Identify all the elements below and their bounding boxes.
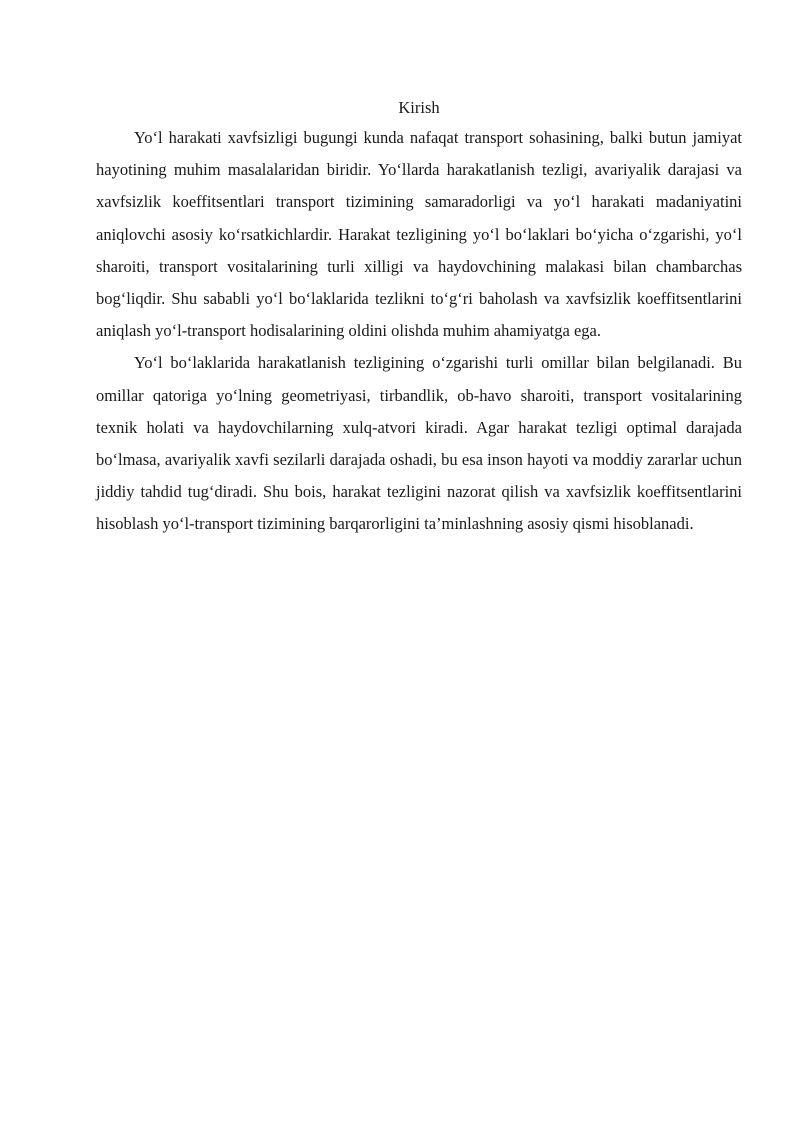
document-body [96, 94, 742, 541]
paragraph-1: Yo‘l harakati xavfsizligi bugungi kunda nafaqat transport sohasining, balki butun jamiyat hayotining muhim masalalaridan biridir. Yo‘llarda harakatlanish tezligi, avariyalik darajasi va xavfsizlik koeffitsentlari transport tizimining samaradorligi va yo‘l harakati madaniyatini aniqlovchi asosiy ko‘rsatkichlardir. Harakat tezligining yo‘l bo‘laklari bo‘yicha o‘zgarishi, yo‘l sharoiti, transport vositalarining turli xilligi va haydovchining malakasi bilan chambarchas bog‘liqdir. Shu sababli yo‘l bo‘laklarida tezlikni to‘g‘ri baholash va xavfsizlik koeffitsentlarini aniqlash yo‘l-transport hodisalarining oldini olishda muhim ahamiyatga ega. [96, 128, 742, 341]
section-title: Kirish [398, 98, 440, 117]
paragraph-2: Yo‘l bo‘laklarida harakatlanish tezligining o‘zgarishi turli omillar bilan belgilanadi. Bu omillar qatoriga yo‘lning geometriyasi, tirbandlik, ob-havo sharoiti, transport vositalarining texnik holati va haydovchilarning xulq-atvori kiradi. Agar harakat tezligi optimal darajada bo‘lmasa, avariyalik xavfi sezilarli darajada oshadi, bu esa inson hayoti va moddiy zararlar uchun jiddiy tahdid tug‘diradi. Shu bois, harakat tezligini nazorat qilish va xavfsizlik koeffitsentlarini hisoblash yo‘l-transport tizimining barqarorligini ta’minlashning asosiy qismi hisoblanadi. [96, 353, 742, 534]
